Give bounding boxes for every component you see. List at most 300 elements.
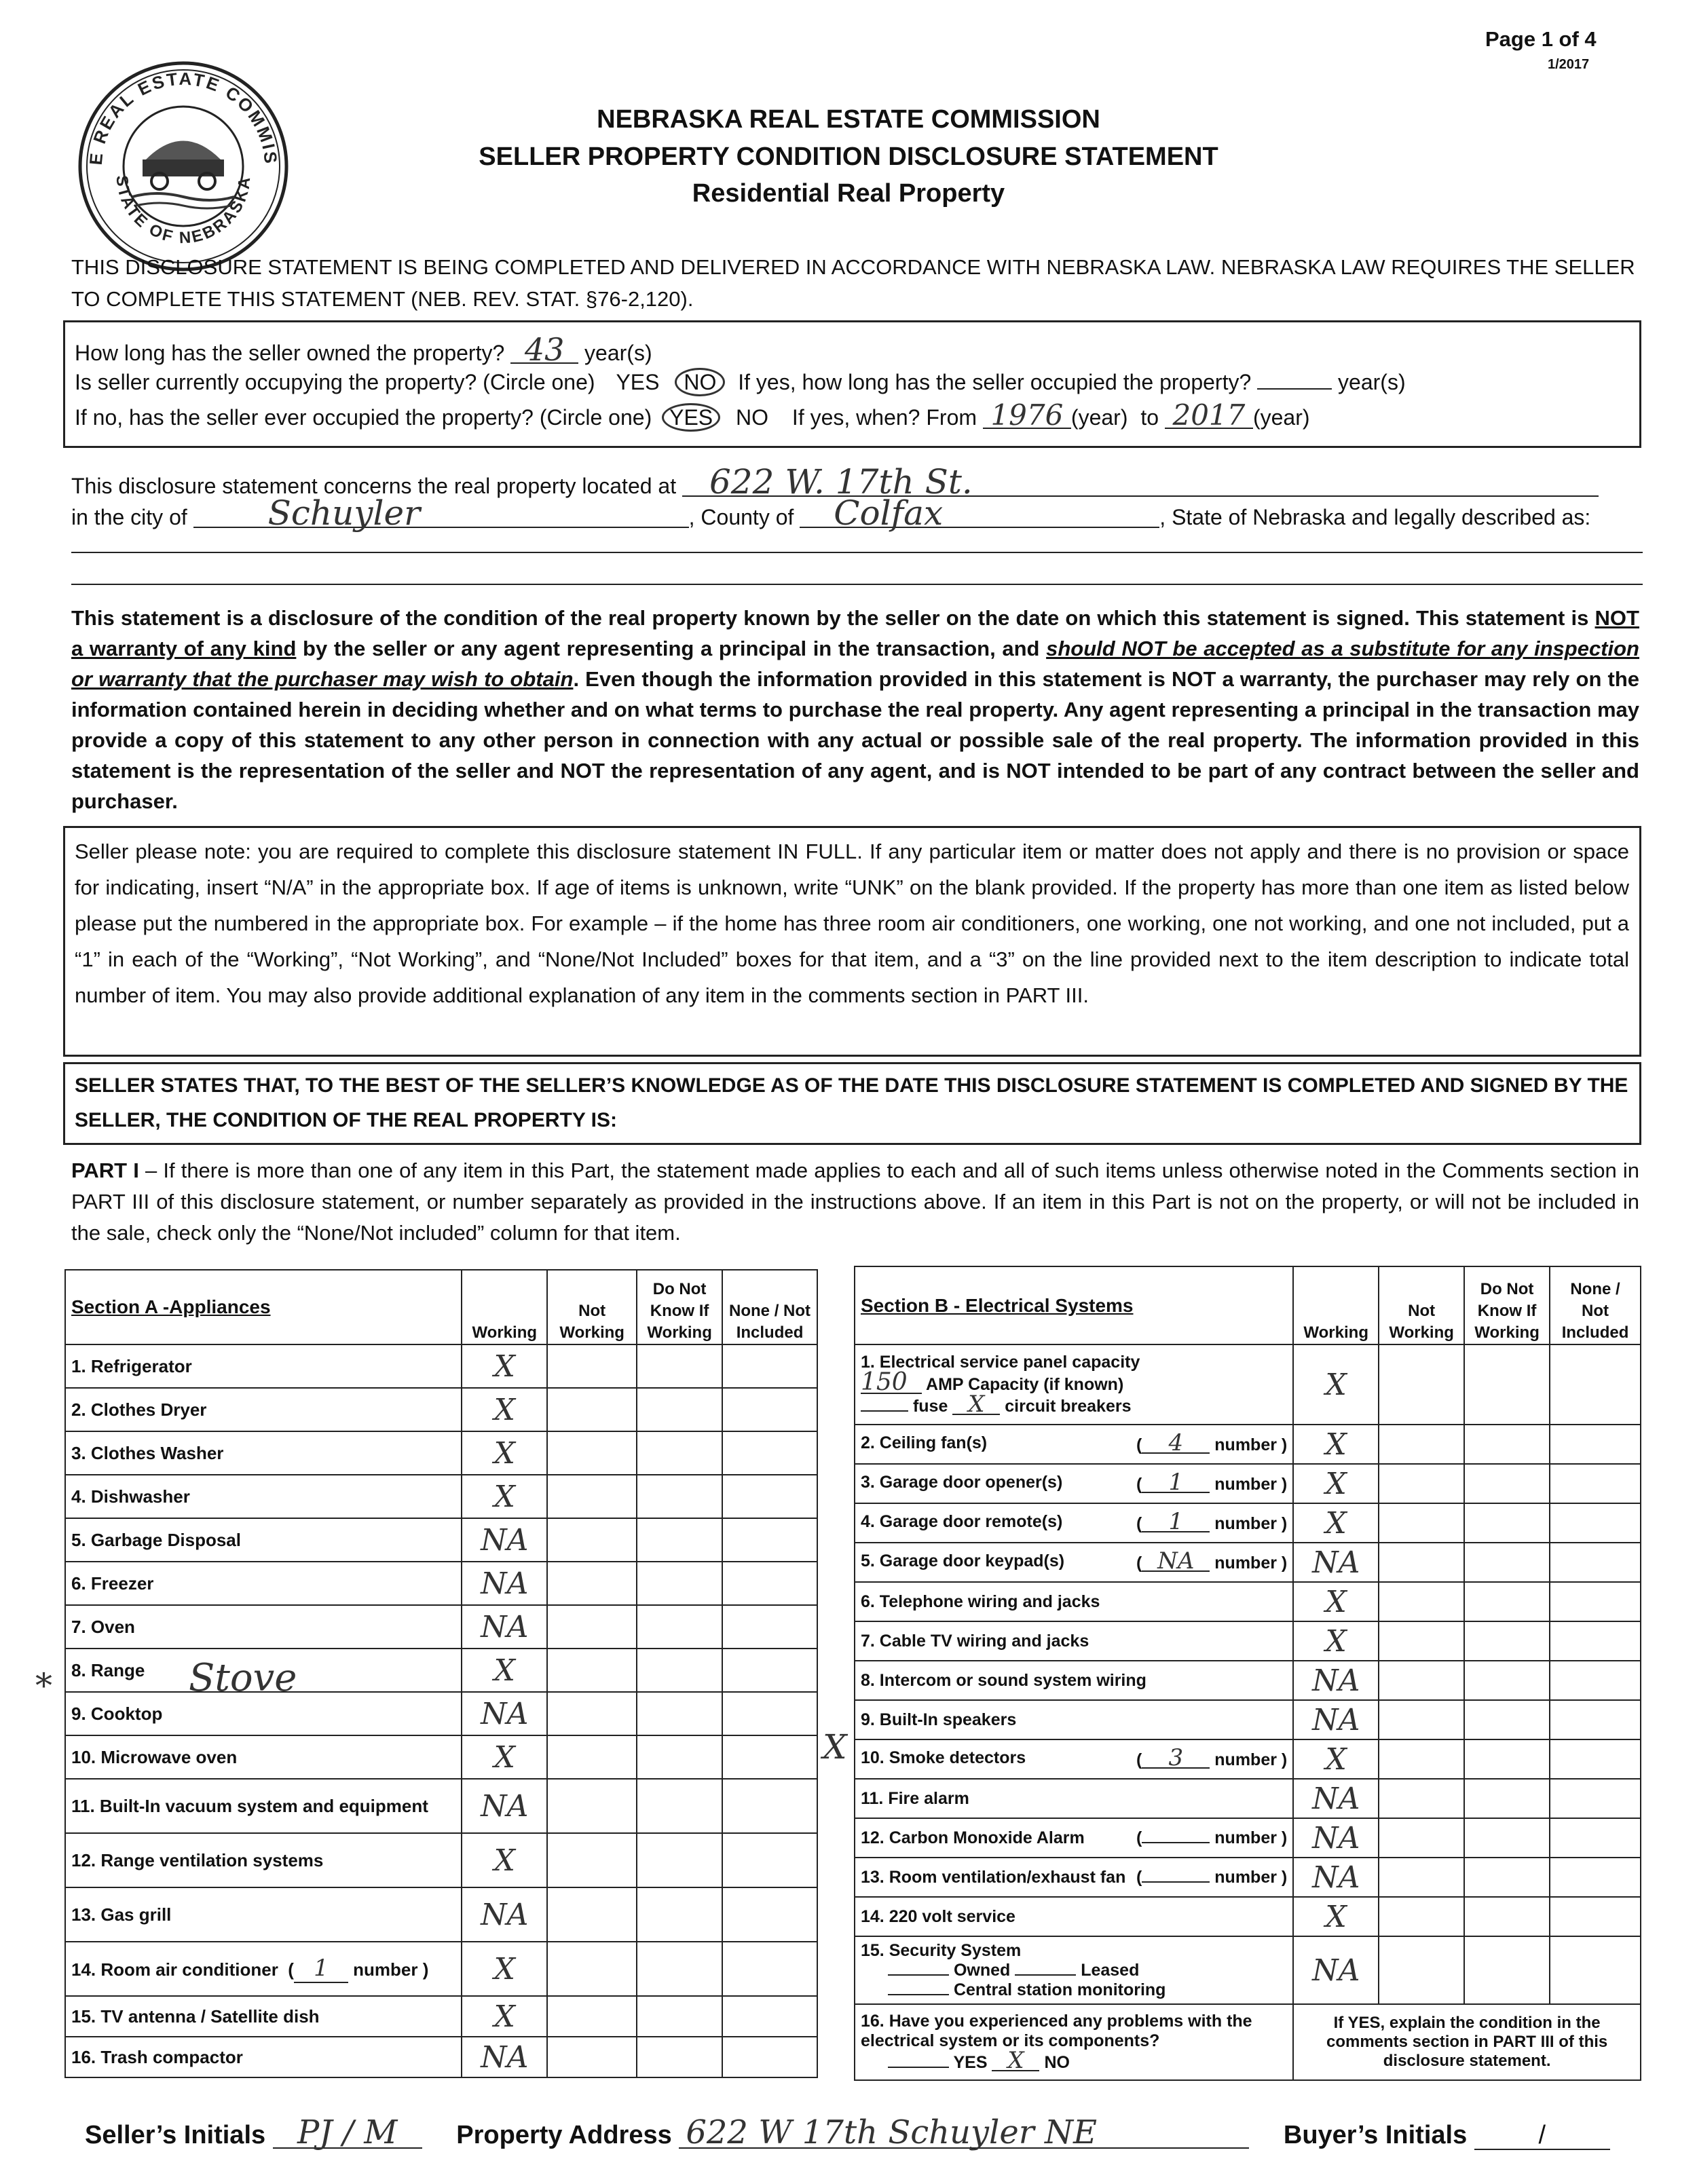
appliance-name: 3. Clothes Washer	[71, 1442, 224, 1463]
buyer-initials-field[interactable]: /	[1474, 2122, 1610, 2150]
none-cell[interactable]	[722, 1649, 817, 1692]
breaker-label: circuit breakers	[1005, 1397, 1132, 1416]
none-cell[interactable]	[1550, 1661, 1641, 1700]
appliance-name: 11. Built-In vacuum system and equipment	[71, 1795, 428, 1816]
revision-date: 1/2017	[1548, 57, 1590, 72]
item-count-field[interactable]	[1142, 1842, 1210, 1843]
working-cell[interactable]: X	[462, 1344, 547, 1388]
col-not-working: Not Working	[547, 1270, 637, 1344]
item-count-field[interactable]: 1	[1142, 1512, 1210, 1532]
disclaimer-part-2: by the seller or any agent representing a principal in the transaction, and	[303, 637, 1040, 660]
appliance-name: 12. Range ventilation systems	[71, 1849, 324, 1870]
do-not-know-cell[interactable]	[637, 1779, 722, 1833]
none-cell[interactable]	[722, 2037, 817, 2077]
table-row	[855, 1344, 1641, 1425]
appliance-name: 10. Microwave oven	[71, 1746, 238, 1767]
electrical-item-name: 13. Room ventilation/exhaust fan	[861, 1867, 1126, 1887]
working-cell[interactable]: X	[462, 1431, 547, 1475]
appliance-name: 1. Refrigerator	[71, 1355, 192, 1376]
seller-initials-label: Seller’s Initials	[85, 2121, 266, 2149]
appliance-name: 15. TV antenna / Satellite dish	[71, 2006, 320, 2027]
appliance-label	[65, 1605, 462, 1649]
none-cell[interactable]	[1550, 1700, 1641, 1739]
fuse-label: fuse	[912, 1397, 948, 1416]
do-not-know-cell[interactable]	[637, 1388, 722, 1431]
working-cell[interactable]: NA	[1293, 1543, 1379, 1582]
item-count-field[interactable]: NA	[1142, 1551, 1210, 1572]
working-cell[interactable]: X	[1293, 1582, 1379, 1621]
table-row	[855, 1661, 1641, 1700]
buyer-initials-label: Buyer’s Initials	[1283, 2121, 1468, 2149]
section-a-table	[64, 1269, 818, 2078]
none-cell[interactable]	[722, 1431, 817, 1475]
working-cell[interactable]: X	[1293, 1739, 1379, 1779]
electrical-label: 12. Carbon Monoxide Alarm ( number )	[855, 1818, 1293, 1858]
none-cell[interactable]	[722, 1605, 817, 1649]
working-cell[interactable]: NA	[1293, 1700, 1379, 1739]
not-warranty-text: NOT a warranty of any kind	[71, 606, 1639, 660]
do-not-know-cell[interactable]	[1464, 1344, 1550, 1425]
electrical-label: 5. Garage door keypad(s) ( NA number )	[855, 1543, 1293, 1582]
table-row	[65, 1692, 817, 1735]
do-not-know-cell[interactable]	[1464, 1739, 1550, 1779]
none-cell[interactable]	[1550, 1779, 1641, 1818]
leased-field[interactable]	[1015, 1974, 1076, 1976]
table-row	[855, 1700, 1641, 1739]
table-row	[65, 1344, 817, 1388]
appliance-label	[65, 1431, 462, 1475]
none-cell[interactable]	[722, 1735, 817, 1779]
none-cell[interactable]	[1550, 1425, 1641, 1464]
ever-occupied-question: If no, has the seller ever occupied the property? (Circle one)	[75, 405, 652, 430]
seal-outer-text: E REAL ESTATE COMMIS	[85, 68, 282, 166]
none-cell[interactable]	[722, 1475, 817, 1518]
table-row	[65, 2037, 817, 2077]
working-cell[interactable]: NA	[1293, 1936, 1379, 2004]
working-cell[interactable]: NA	[462, 2037, 547, 2077]
table-row	[65, 1605, 817, 1649]
electrical-label	[855, 1936, 1293, 2004]
none-cell[interactable]	[1550, 1503, 1641, 1543]
working-cell[interactable]: NA	[1293, 1661, 1379, 1700]
electrical-item-name: 12. Carbon Monoxide Alarm	[861, 1828, 1085, 1847]
appliance-name: 16. Trash compactor	[71, 2046, 243, 2067]
appliance-label	[65, 1562, 462, 1605]
q16-text: 16. Have you experienced any problems with the electrical system or its components?	[861, 2012, 1252, 2050]
do-not-know-cell[interactable]	[637, 1833, 722, 1887]
col-none-not-included: None / Not Included	[722, 1270, 817, 1344]
not-working-cell[interactable]	[1379, 1621, 1464, 1661]
working-cell[interactable]: X	[462, 1942, 547, 1996]
none-cell[interactable]	[722, 1518, 817, 1562]
table-row	[65, 1431, 817, 1475]
table-row	[855, 1858, 1641, 1897]
not-working-cell[interactable]	[1379, 1779, 1464, 1818]
number-label: number )	[1214, 1435, 1288, 1454]
none-cell[interactable]	[722, 1388, 817, 1431]
table-row	[855, 1779, 1641, 1818]
leased-label: Leased	[1081, 1960, 1140, 1980]
table-row	[855, 1936, 1641, 2004]
electrical-item-name: 10. Smoke detectors	[861, 1748, 1026, 1767]
working-cell[interactable]: X	[462, 1388, 547, 1431]
electrical-item-name: 6. Telephone wiring and jacks	[861, 1592, 1100, 1611]
amp-label: AMP Capacity (if known)	[926, 1375, 1124, 1394]
appliance-label: 14. Room air conditioner ( 1 number )	[65, 1942, 462, 1996]
appliance-name: 6. Freezer	[71, 1573, 154, 1594]
working-cell[interactable]: X	[462, 1475, 547, 1518]
electrical-label	[855, 1661, 1293, 1700]
none-cell[interactable]	[1550, 1543, 1641, 1582]
not-working-cell[interactable]	[1379, 1344, 1464, 1425]
not-working-cell[interactable]	[1379, 1503, 1464, 1543]
not-working-cell[interactable]	[1379, 1739, 1464, 1779]
city-field[interactable]: Schuyler	[193, 500, 689, 528]
do-not-know-cell[interactable]	[1464, 1543, 1550, 1582]
not-working-cell[interactable]	[1379, 1858, 1464, 1897]
item-count-field[interactable]: 1	[1142, 1473, 1210, 1493]
not-working-cell[interactable]	[547, 1996, 637, 2037]
col-do-not-know-b: Do Not Know If Working	[1464, 1266, 1550, 1344]
working-cell[interactable]: NA	[462, 1887, 547, 1942]
not-working-cell[interactable]	[547, 1518, 637, 1562]
occupying-no-option-circled[interactable]: NO	[675, 368, 725, 396]
do-not-know-cell[interactable]	[1464, 1503, 1550, 1543]
county-field[interactable]: Colfax	[800, 500, 1159, 528]
state-label: , State of Nebraska and legally described as:	[1159, 505, 1591, 529]
appliance-name: 7. Oven	[71, 1616, 135, 1637]
do-not-know-cell[interactable]	[1464, 1582, 1550, 1621]
occupying-followup: If yes, how long has the seller occupied the property?	[738, 370, 1252, 394]
not-working-cell[interactable]	[547, 1649, 637, 1692]
part-one-label: PART I	[71, 1159, 139, 1182]
not-working-cell[interactable]	[1379, 1818, 1464, 1858]
do-not-know-cell[interactable]	[1464, 1425, 1550, 1464]
header-property-type: Residential Real Property	[692, 179, 1005, 208]
working-cell[interactable]: NA	[462, 1605, 547, 1649]
do-not-know-cell[interactable]	[1464, 1779, 1550, 1818]
none-cell[interactable]	[1550, 1344, 1641, 1425]
not-working-cell[interactable]	[1379, 1661, 1464, 1700]
none-cell[interactable]	[1550, 1621, 1641, 1661]
electrical-label: 4. Garage door remote(s) ( 1 number )	[855, 1503, 1293, 1543]
concerns-label: This disclosure statement concerns the real property located at	[71, 474, 677, 498]
number-label: number )	[1214, 1828, 1288, 1847]
occupying-yes-option[interactable]: YES	[616, 370, 660, 394]
do-not-know-cell[interactable]	[637, 1942, 722, 1996]
none-cell[interactable]	[1550, 1739, 1641, 1779]
property-address-field[interactable]: 622 W. 17th St.	[682, 468, 1599, 497]
appliance-name: 8. Range	[71, 1659, 145, 1680]
working-cell[interactable]: NA	[462, 1562, 547, 1605]
fuse-field[interactable]	[861, 1410, 908, 1412]
appliance-label	[65, 1996, 462, 2037]
appliance-name: 14. Room air conditioner	[71, 1959, 278, 1980]
item-count-field[interactable]: 4	[1142, 1433, 1210, 1454]
not-working-cell[interactable]	[547, 1344, 637, 1388]
not-working-cell[interactable]	[1379, 1543, 1464, 1582]
do-not-know-cell[interactable]	[637, 1344, 722, 1388]
footer-bar	[85, 2113, 1610, 2151]
breaker-field[interactable]: X	[952, 1395, 1000, 1415]
table-row	[65, 1649, 817, 1692]
table-row	[855, 1425, 1641, 1464]
should-not-text: should NOT be accepted as a substitute for any inspection or warranty that the purchaser may wish to obtain	[71, 637, 1639, 691]
not-working-cell[interactable]	[547, 1431, 637, 1475]
col-working-b: Working	[1293, 1266, 1379, 1344]
electrical-label	[855, 1779, 1293, 1818]
ever-yes-option-circled[interactable]: YES	[662, 403, 720, 432]
electrical-item-name: 3. Garage door opener(s)	[861, 1473, 1063, 1492]
do-not-know-cell[interactable]	[637, 1475, 722, 1518]
table-row	[855, 1818, 1641, 1858]
not-working-cell[interactable]	[547, 1779, 637, 1833]
none-cell[interactable]	[722, 1344, 817, 1388]
do-not-know-cell[interactable]	[637, 1562, 722, 1605]
not-working-cell[interactable]	[547, 2037, 637, 2077]
do-not-know-cell[interactable]	[637, 1649, 722, 1692]
county-label: , County of	[688, 505, 794, 529]
table-row	[65, 1887, 817, 1942]
appliance-name: 13. Gas grill	[71, 1904, 172, 1925]
table-row	[65, 1779, 817, 1833]
disclaimer-part-1: This statement is a disclosure of the condition of the real property known by the seller on the date on which this statement is signed. This statement is	[71, 606, 1589, 630]
do-not-know-cell[interactable]	[637, 1692, 722, 1735]
appliance-label	[65, 1833, 462, 1887]
legal-description-line-2[interactable]	[71, 584, 1643, 585]
panel-capacity-label: 1. Electrical service panel capacity	[861, 1353, 1140, 1372]
none-cell[interactable]	[1550, 1582, 1641, 1621]
ac-count-field[interactable]: 1	[294, 1955, 348, 1983]
none-cell[interactable]	[722, 1887, 817, 1942]
not-working-cell[interactable]	[1379, 1425, 1464, 1464]
not-working-cell[interactable]	[547, 1605, 637, 1649]
table-row	[65, 1942, 817, 1996]
table-row	[855, 1897, 1641, 1936]
stove-annotation: Stove	[189, 1656, 297, 1700]
do-not-know-cell[interactable]	[1464, 1936, 1550, 2004]
do-not-know-cell[interactable]	[637, 2037, 722, 2077]
number-label: number )	[1214, 1554, 1288, 1573]
working-cell[interactable]: X	[462, 1833, 547, 1887]
working-cell[interactable]: X	[1293, 1503, 1379, 1543]
appliance-label	[65, 1779, 462, 1833]
none-cell[interactable]	[1550, 1936, 1641, 2004]
section-b-title: Section B - Electrical Systems	[855, 1266, 1293, 1344]
electrical-label: 3. Garage door opener(s) ( 1 number )	[855, 1464, 1293, 1503]
working-cell[interactable]: X	[462, 1996, 547, 2037]
owned-unit: year(s)	[584, 341, 652, 365]
electrical-label	[855, 1582, 1293, 1621]
owned-question: How long has the seller owned the property?	[75, 341, 505, 365]
none-cell[interactable]	[722, 1942, 817, 1996]
table-row	[65, 1562, 817, 1605]
table-row	[855, 2004, 1641, 2080]
electrical-item-name: 8. Intercom or sound system wiring	[861, 1670, 1146, 1690]
electrical-label: 13. Room ventilation/exhaust fan ( number )	[855, 1858, 1293, 1897]
table-row	[855, 1503, 1641, 1543]
not-working-cell[interactable]	[547, 1388, 637, 1431]
ever-no-option[interactable]: NO	[736, 405, 769, 430]
working-cell[interactable]: X	[1293, 1464, 1379, 1503]
security-system-label: 15. Security System	[861, 1940, 1022, 1960]
appliance-name: 9. Cooktop	[71, 1703, 163, 1724]
none-cell[interactable]	[722, 1996, 817, 2037]
table-row	[65, 1833, 817, 1887]
to-year-label: (year)	[1252, 405, 1310, 430]
table-row	[855, 1582, 1641, 1621]
seller-note-text: Seller please note: you are required to complete this disclosure statement IN FULL. If any particular item or matter does not apply and there is no provision or space for indicating, insert “N/A” in the appropriate box. If age of items is unknown, write “UNK” on the blank provided. If the property has more than one item as listed below please put the numbered in the appropriate box. For example – if the home has three room air conditioners, one working, one not working, and one not included, put a “1” in each of the “Working”, “Not Working”, and “None/Not Included” boxes for that item, and a “3” on the line provided next to the item description to indicate total number of item. You may also provide additional explanation of any item in the comments section in PART III.	[75, 840, 1629, 1007]
seller-initials-field[interactable]: PJ / M	[273, 2117, 422, 2149]
to-year-field[interactable]: 2017	[1165, 403, 1253, 429]
city-label: in the city of	[71, 505, 187, 529]
central-monitoring-field[interactable]	[888, 1994, 949, 1995]
q16-yes-field[interactable]	[888, 2067, 949, 2068]
electrical-label	[855, 1700, 1293, 1739]
disclaimer-part-3: . Even though the information provided in this statement is NOT a warranty, the purchaser may rely on the information contained herein in deciding whether and on what terms to purchase the real property. Any agent representing a principal in the transaction may provide a copy of this statement to any other person in connection with any actual or possible sale of the real property. The information provided in this statement is the representation of the seller and NOT the representation of any agent, and is NOT intended to be part of any contract between the seller and purchaser.	[71, 667, 1639, 813]
working-cell[interactable]: NA	[1293, 1818, 1379, 1858]
appliance-name: 5. Garbage Disposal	[71, 1529, 241, 1550]
none-cell[interactable]	[1550, 1464, 1641, 1503]
not-working-cell[interactable]	[547, 1833, 637, 1887]
not-working-cell[interactable]	[1379, 1897, 1464, 1936]
when-label: If yes, when? From	[791, 405, 977, 430]
do-not-know-cell[interactable]	[1464, 1897, 1550, 1936]
electrical-item-name: 9. Built-In speakers	[861, 1710, 1017, 1729]
appliance-label	[65, 1475, 462, 1518]
do-not-know-cell[interactable]	[1464, 1621, 1550, 1661]
table-row	[855, 1543, 1641, 1582]
table-row	[65, 1735, 817, 1779]
footer-property-address-field[interactable]: 622 W 17th Schuyler NE	[679, 2117, 1249, 2149]
amp-capacity-field[interactable]: 150	[861, 1372, 922, 1394]
col-working: Working	[462, 1270, 547, 1344]
appliance-name: 4. Dishwasher	[71, 1486, 190, 1507]
from-year-label: (year)	[1070, 405, 1128, 430]
not-working-cell[interactable]	[547, 1475, 637, 1518]
appliance-label	[65, 2037, 462, 2077]
electrical-problems-question	[855, 2004, 1293, 2080]
working-cell[interactable]: X	[1293, 1621, 1379, 1661]
none-cell[interactable]	[722, 1779, 817, 1833]
number-label: number )	[1214, 1514, 1288, 1533]
q16-explanation: If YES, explain the condition in the comments section in PART III of this disclosure statement.	[1293, 2004, 1641, 2080]
working-cell[interactable]: X	[462, 1735, 547, 1779]
col-not-working-b: Not Working	[1379, 1266, 1464, 1344]
do-not-know-cell[interactable]	[637, 1431, 722, 1475]
do-not-know-cell[interactable]	[1464, 1661, 1550, 1700]
working-cell[interactable]: X	[1293, 1425, 1379, 1464]
part-one-intro	[71, 1155, 1639, 1249]
electrical-item-name: 2. Ceiling fan(s)	[861, 1433, 988, 1452]
owned-label: Owned	[953, 1960, 1011, 1980]
not-working-cell[interactable]	[547, 1735, 637, 1779]
appliance-label	[65, 1518, 462, 1562]
number-label: number )	[353, 1959, 429, 1980]
legal-description-line-1[interactable]	[71, 552, 1643, 553]
not-working-cell[interactable]	[1379, 1464, 1464, 1503]
not-working-cell[interactable]	[547, 1562, 637, 1605]
table-row	[855, 1621, 1641, 1661]
appliance-label	[65, 1388, 462, 1431]
electrical-label	[855, 1621, 1293, 1661]
electrical-item-name: 5. Garage door keypad(s)	[861, 1551, 1065, 1570]
none-cell[interactable]	[1550, 1818, 1641, 1858]
not-working-cell[interactable]	[1379, 1700, 1464, 1739]
seal-inner-text: STATE OF NEBRASKA	[112, 174, 255, 248]
section-b-table	[854, 1266, 1641, 2081]
do-not-know-cell[interactable]	[637, 1735, 722, 1779]
central-monitoring-label: Central station monitoring	[953, 1980, 1166, 1999]
margin-x-annotation: X	[823, 1727, 847, 1767]
electrical-label	[855, 1897, 1293, 1936]
occupying-question: Is seller currently occupying the property? (Circle one)	[75, 370, 595, 394]
owned-field[interactable]	[888, 1974, 949, 1976]
not-working-cell[interactable]	[1379, 1936, 1464, 2004]
not-working-cell[interactable]	[547, 1887, 637, 1942]
owned-years-field[interactable]: 43	[510, 337, 578, 364]
working-cell[interactable]: X	[1293, 1897, 1379, 1936]
occupying-unit: year(s)	[1338, 370, 1406, 394]
working-cell[interactable]: NA	[462, 1518, 547, 1562]
not-working-cell[interactable]	[547, 1692, 637, 1735]
working-cell[interactable]: NA	[462, 1692, 547, 1735]
do-not-know-cell[interactable]	[1464, 1464, 1550, 1503]
working-cell[interactable]: X	[462, 1649, 547, 1692]
electrical-label: 10. Smoke detectors ( 3 number )	[855, 1739, 1293, 1779]
page-label: Page 1 of 4	[1485, 27, 1597, 51]
number-label: number )	[1214, 1475, 1288, 1494]
do-not-know-cell[interactable]	[637, 1518, 722, 1562]
none-cell[interactable]	[722, 1833, 817, 1887]
item-count-field[interactable]	[1142, 1881, 1210, 1883]
do-not-know-cell[interactable]	[1464, 1818, 1550, 1858]
table-row	[855, 1464, 1641, 1503]
none-cell[interactable]	[1550, 1897, 1641, 1936]
working-cell[interactable]: NA	[1293, 1858, 1379, 1897]
table-row	[855, 1739, 1641, 1779]
working-cell[interactable]: NA	[462, 1779, 547, 1833]
table-row	[65, 1996, 817, 2037]
working-cell[interactable]: NA	[1293, 1779, 1379, 1818]
working-cell[interactable]: X	[1293, 1344, 1379, 1425]
electrical-item-name: 4. Garage door remote(s)	[861, 1512, 1063, 1531]
q16-no-field[interactable]: X	[992, 2051, 1039, 2071]
from-year-field[interactable]: 1976	[983, 403, 1071, 429]
none-cell[interactable]	[722, 1692, 817, 1735]
do-not-know-cell[interactable]	[637, 1996, 722, 2037]
item-count-field[interactable]: 3	[1142, 1748, 1210, 1769]
none-cell[interactable]	[1550, 1858, 1641, 1897]
table-row	[65, 1475, 817, 1518]
margin-star-annotation: *	[35, 1666, 52, 1706]
appliance-name: 2. Clothes Dryer	[71, 1399, 207, 1420]
electrical-item-name: 11. Fire alarm	[861, 1788, 969, 1808]
do-not-know-cell[interactable]	[1464, 1700, 1550, 1739]
none-cell[interactable]	[722, 1562, 817, 1605]
appliance-label	[65, 1887, 462, 1942]
do-not-know-cell[interactable]	[1464, 1858, 1550, 1897]
do-not-know-cell[interactable]	[637, 1605, 722, 1649]
not-working-cell[interactable]	[547, 1942, 637, 1996]
do-not-know-cell[interactable]	[637, 1887, 722, 1942]
to-label: to	[1140, 405, 1159, 430]
not-working-cell[interactable]	[1379, 1582, 1464, 1621]
electrical-label: 2. Ceiling fan(s) ( 4 number )	[855, 1425, 1293, 1464]
appliance-label	[65, 1735, 462, 1779]
occupied-years-field[interactable]	[1257, 388, 1332, 390]
col-none-not-included-b: None / Not Included	[1550, 1266, 1641, 1344]
